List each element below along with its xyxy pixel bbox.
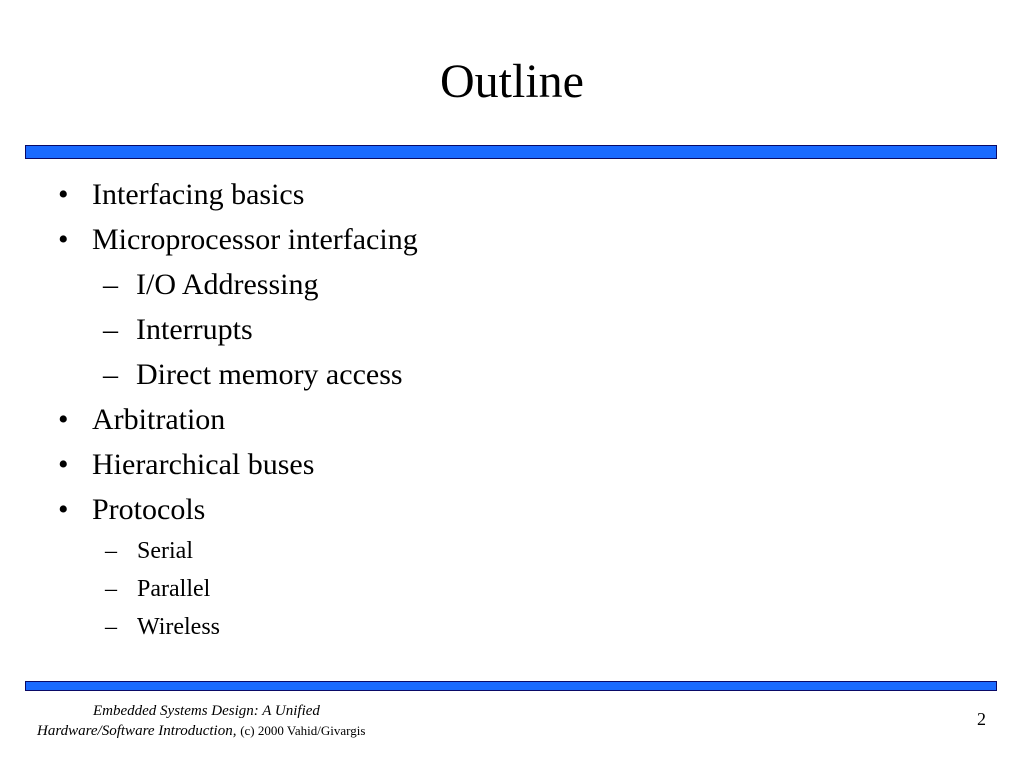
dash-icon: – xyxy=(103,268,118,301)
bullet-icon: • xyxy=(58,178,69,211)
dash-icon: – xyxy=(105,614,117,640)
outline-item-text: I/O Addressing xyxy=(136,268,319,301)
bullet-icon: • xyxy=(58,223,69,256)
page-number: 2 xyxy=(977,709,986,729)
top-divider xyxy=(25,145,997,159)
outline-item-text: Arbitration xyxy=(92,403,226,436)
dash-icon: – xyxy=(105,576,117,602)
dash-icon: – xyxy=(103,358,118,391)
outline-item-text: Interfacing basics xyxy=(92,178,305,211)
footer-book-title: Embedded Systems Design: A Unified xyxy=(93,703,320,719)
footer-copyright: (c) 2000 Vahid/Givargis xyxy=(240,723,366,738)
slide-title: Outline xyxy=(440,55,584,108)
outline-item-text: Parallel xyxy=(137,576,211,602)
outline-item-text: Wireless xyxy=(137,614,221,640)
bullet-icon: • xyxy=(58,493,69,526)
bottom-divider xyxy=(25,681,997,691)
outline-item-text: Protocols xyxy=(92,493,206,526)
outline-item-text: Hierarchical buses xyxy=(92,448,315,481)
outline-item-text: Serial xyxy=(137,538,193,564)
footer-subtitle-italic: Hardware/Software Introduction, xyxy=(37,723,237,739)
footer-book-subtitle xyxy=(37,723,365,740)
outline-item-text: Microprocessor interfacing xyxy=(92,223,418,256)
dash-icon: – xyxy=(105,538,117,564)
dash-icon: – xyxy=(103,313,118,346)
bullet-icon: • xyxy=(58,403,69,436)
outline-item-text: Direct memory access xyxy=(136,358,403,391)
bullet-icon: • xyxy=(58,448,69,481)
outline-item-text: Interrupts xyxy=(136,313,253,346)
